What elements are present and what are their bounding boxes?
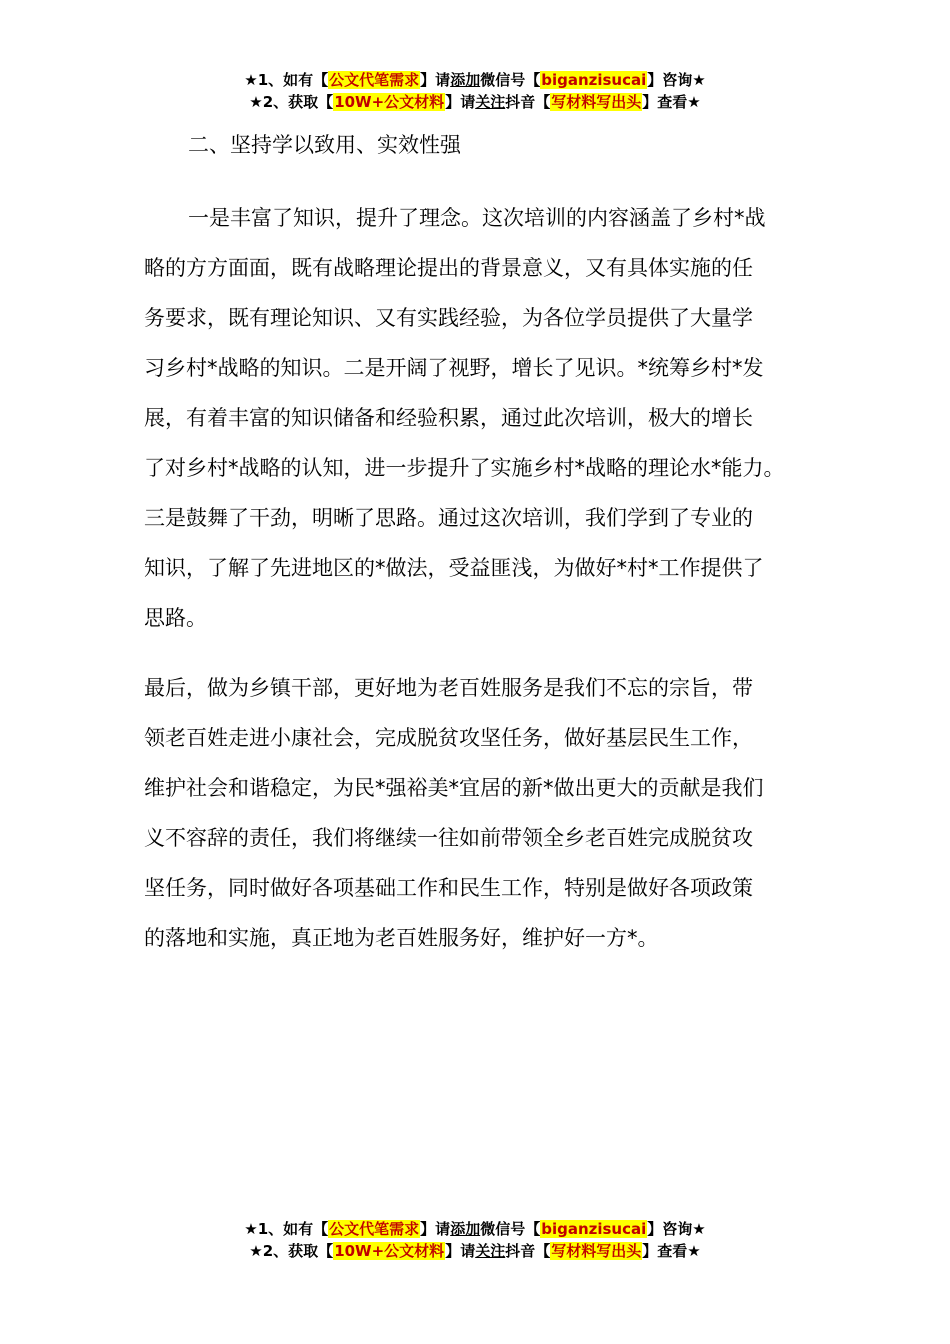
paragraph-line: 最后，做为乡镇干部，更好地为老百姓服务是我们不忘的宗旨，带 xyxy=(144,676,753,700)
paragraph-line: 务要求，既有理论知识、又有实践经验，为各位学员提供了大量学 xyxy=(144,306,753,330)
banner-underline: 关注 xyxy=(475,1242,506,1260)
banner-text: 】咨询★ xyxy=(647,1220,706,1238)
banner-highlight: biganzisucai xyxy=(541,71,647,89)
paragraph-line: 义不容辞的责任，我们将继续一往如前带领全乡老百姓完成脱贫攻 xyxy=(144,826,753,850)
paragraph-line: 领老百姓走进小康社会，完成脱贫攻坚任务，做好基层民生工作， xyxy=(144,726,753,750)
banner-highlight: 10W+公文材料 xyxy=(334,1242,445,1260)
paragraph-line: 一是丰富了知识，提升了理念。这次培训的内容涵盖了乡村*战 xyxy=(188,206,766,230)
paragraph-line: 展，有着丰富的知识储备和经验积累，通过此次培训，极大的增长 xyxy=(144,406,753,430)
banner-text: 】咨询★ xyxy=(647,71,706,89)
banner-text: 微信号【 xyxy=(480,71,541,89)
banner-underline: 添加 xyxy=(450,1220,481,1238)
banner-underline: 关注 xyxy=(475,93,506,111)
paragraph-line: 坚任务，同时做好各项基础工作和民生工作，特别是做好各项政策 xyxy=(144,876,753,900)
paragraph-line: 的落地和实施，真正地为老百姓服务好，维护好一方*。 xyxy=(144,926,659,950)
banner-text: ★1、如有【 xyxy=(244,1220,329,1238)
banner-highlight: 写材料写出头 xyxy=(551,1242,642,1260)
banner-text: 微信号【 xyxy=(480,1220,541,1238)
paragraph-line: 略的方方面面，既有战略理论提出的背景意义，又有具体实施的任 xyxy=(144,256,753,280)
paragraph-1 xyxy=(144,193,809,643)
banner-line-1 xyxy=(0,1218,950,1240)
banner-text: ★2、获取【 xyxy=(249,1242,334,1260)
banner-highlight: 10W+公文材料 xyxy=(334,93,445,111)
banner-text: 】请 xyxy=(420,1220,451,1238)
paragraph-line: 思路。 xyxy=(144,606,207,630)
banner-text: 】请 xyxy=(445,93,476,111)
banner-text: 】请 xyxy=(420,71,451,89)
banner-line-1 xyxy=(0,69,950,91)
banner-highlight: biganzisucai xyxy=(541,1220,647,1238)
header-banner xyxy=(0,69,950,113)
paragraph-line: 习乡村*战略的知识。二是开阔了视野，增长了见识。*统筹乡村*发 xyxy=(144,356,764,380)
paragraph-line: 维护社会和谐稳定，为民*强裕美*宜居的新*做出更大的贡献是我们 xyxy=(144,776,764,800)
banner-highlight: 写材料写出头 xyxy=(551,93,642,111)
banner-text: 抖音【 xyxy=(505,93,551,111)
banner-text: 】查看★ xyxy=(642,93,701,111)
banner-text: 】请 xyxy=(445,1242,476,1260)
banner-line-2 xyxy=(0,1240,950,1262)
section-heading: 二、坚持学以致用、实效性强 xyxy=(188,133,461,157)
banner-text: ★1、如有【 xyxy=(244,71,329,89)
banner-text: ★2、获取【 xyxy=(249,93,334,111)
paragraph-line: 知识，了解了先进地区的*做法，受益匪浅，为做好*村*工作提供了 xyxy=(144,556,764,580)
paragraph-line: 三是鼓舞了干劲，明晰了思路。通过这次培训，我们学到了专业的 xyxy=(144,506,753,530)
banner-highlight: 公文代笔需求 xyxy=(329,1220,420,1238)
banner-underline: 添加 xyxy=(450,71,481,89)
banner-text: 抖音【 xyxy=(505,1242,551,1260)
banner-line-2 xyxy=(0,91,950,113)
footer-banner xyxy=(0,1218,950,1262)
banner-text: 】查看★ xyxy=(642,1242,701,1260)
banner-highlight: 公文代笔需求 xyxy=(329,71,420,89)
paragraph-line: 了对乡村*战略的认知，进一步提升了实施乡村*战略的理论水*能力。 xyxy=(144,456,785,480)
paragraph-2 xyxy=(144,663,809,963)
